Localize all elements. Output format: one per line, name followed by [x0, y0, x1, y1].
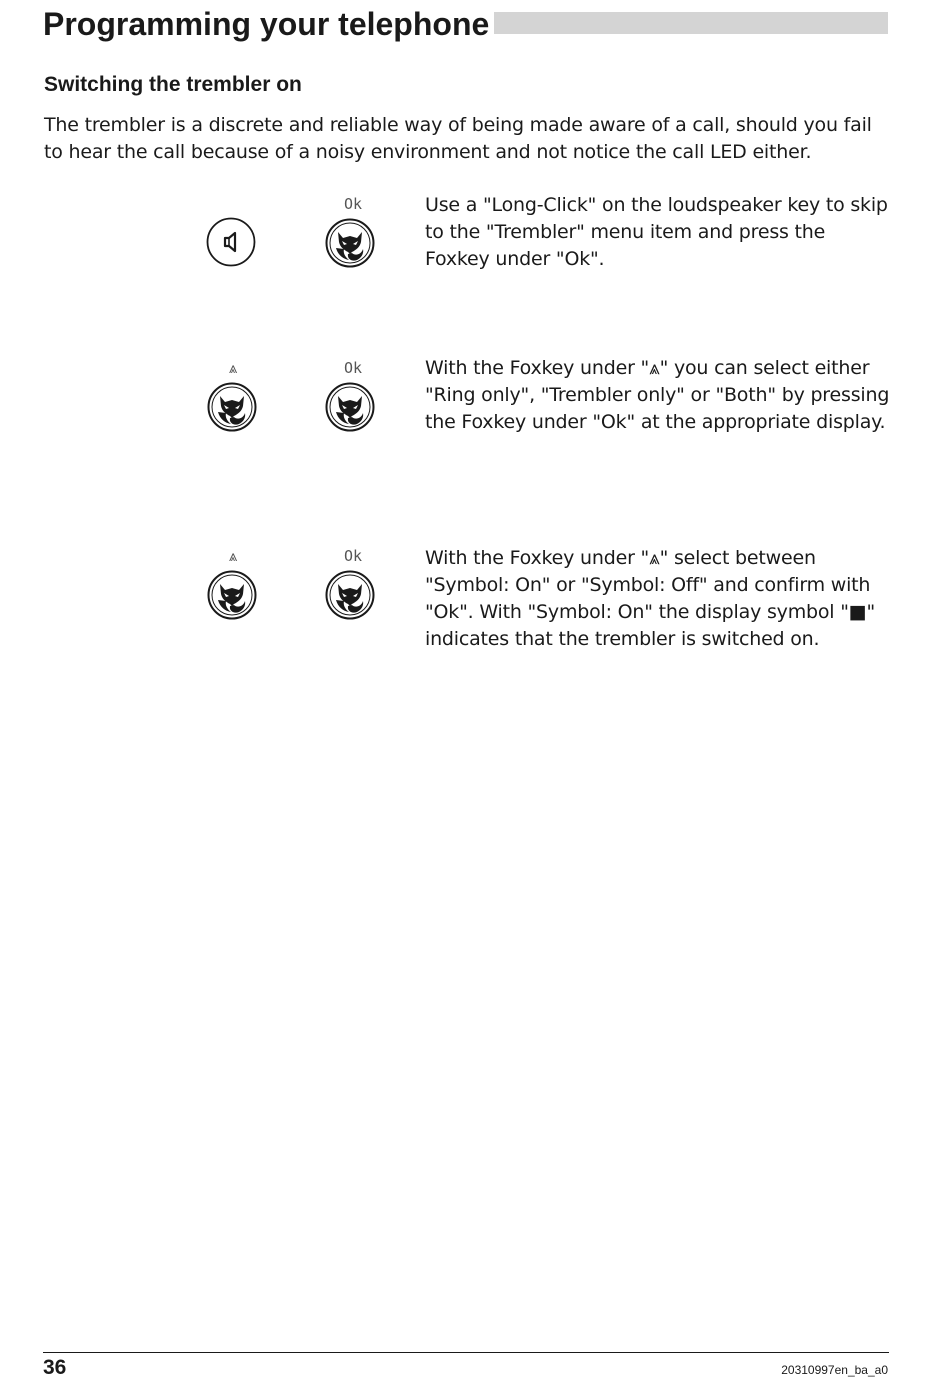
document-code: 20310997en_ba_a0	[781, 1363, 888, 1377]
display-label-ok: Ok	[343, 195, 363, 213]
display-label-ok: Ok	[343, 359, 363, 377]
foxkey-icon	[325, 218, 375, 268]
intro-paragraph: The trembler is a discrete and reliable way of being made aware of a call, should you fail to hear the call because of a noisy environment and not notice the call LED either.	[44, 114, 872, 163]
section-heading: Switching the trembler on	[44, 73, 302, 96]
foxkey-icon	[325, 570, 375, 620]
header-bar	[494, 12, 888, 34]
foxkey-icon	[325, 382, 375, 432]
footer-rule	[43, 1352, 889, 1353]
step-1-text: Use a "Long-Click" on the loudspeaker key to skip to the "Trembler" menu item and press the Foxkey under "Ok".	[425, 194, 888, 270]
display-label-scroll: ⩓	[228, 359, 238, 377]
loudspeaker-key-icon	[206, 217, 256, 267]
page-number: 36	[43, 1356, 67, 1379]
page-title: Programming your telephone	[43, 6, 490, 42]
step-3-text: With the Foxkey under "⩓" select between "Symbol: On" or "Symbol: Off" and confirm with "Ok". With "Symbol: On" the display symbol "■" indicates that the trembler is switched on.	[425, 547, 876, 650]
display-label-scroll: ⩓	[228, 547, 238, 565]
foxkey-icon	[207, 382, 257, 432]
display-label-ok: Ok	[343, 547, 363, 565]
step-2-text: With the Foxkey under "⩓" you can select either "Ring only", "Trembler only" or "Both" by pressing the Foxkey under "Ok" at the appropriate display.	[425, 357, 890, 433]
foxkey-icon	[207, 570, 257, 620]
